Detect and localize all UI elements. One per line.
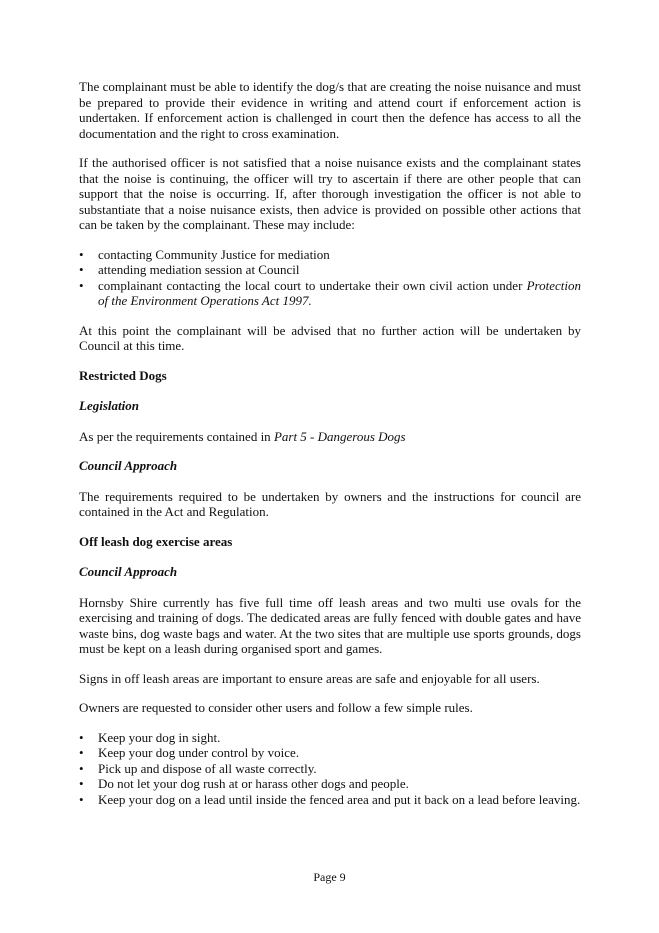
list-item	[79, 730, 581, 746]
paragraph-officer-not-satisfied: If the authorised officer is not satisfied that a noise nuisance exists and the complainant states that the noise is continuing, the officer will try to ascertain if there are other people that can support that the noise is occurring. If, after thorough investigation the officer is not able to substantiate that a noise nuisance exists, then advice is provided on possible other actions that can be taken by the complainant. These may include:	[79, 155, 581, 232]
act-title: Protection of the Environment Operations Act 1997.	[98, 277, 581, 308]
list-item-text: contacting Community Justice for mediation	[98, 246, 330, 262]
bullet-icon: •	[79, 791, 84, 807]
paragraph-no-further-action: At this point the complainant will be advised that no further action will be undertaken by Council at this time.	[79, 322, 581, 353]
paragraph-requirements: The requirements required to be undertaken by owners and the instructions for council are contained in the Act and Regulation.	[79, 488, 581, 519]
list-item-text: attending mediation session at Council	[98, 262, 300, 277]
bullet-icon: •	[79, 246, 84, 262]
paragraph-legislation	[79, 429, 581, 445]
list-item	[79, 278, 581, 309]
list-item	[79, 761, 581, 777]
paragraph-owners-requested: Owners are requested to consider other users and follow a few simple rules.	[79, 700, 473, 715]
list-item	[79, 792, 581, 808]
bullet-icon: •	[79, 745, 84, 760]
paragraph-signs: Signs in off leash areas are important to ensure areas are safe and enjoyable for all users.	[79, 670, 540, 686]
page-content	[79, 79, 581, 821]
list-item	[79, 262, 581, 278]
list-item-text: complainant contacting the local court to undertake their own civil action under	[98, 277, 527, 293]
list-item-text: Keep your dog in sight.	[98, 729, 221, 745]
paragraph-off-leash-areas: Hornsby Shire currently has five full time off leash areas and two multi use ovals for the exercising and training of dogs. The dedicated areas are fully fenced with double gates and have waste bins, dog waste bags and water. At the two sites that are multiple use sports grounds, dogs must be kept on a leash during organised sport and games.	[79, 594, 581, 656]
paragraph-evidence: The complainant must be able to identify the dog/s that are creating the noise nuisance and must be prepared to provide their evidence in writing and attend court if enforcement action is undertaken. If enforcement action is challenged in court then the defence has access to all the documentation and the right to cross examination.	[79, 79, 581, 141]
subheading-council-approach: Council Approach	[79, 458, 178, 473]
list-item-text: Keep your dog on a lead until inside the fenced area and put it back on a lead before leaving.	[98, 791, 581, 807]
legislation-text: As per the requirements contained in	[79, 428, 274, 444]
subheading-council-approach: Council Approach	[79, 564, 178, 579]
list-item-text: Pick up and dispose of all waste correctly.	[98, 760, 317, 776]
bullet-icon: •	[79, 262, 84, 277]
rules-list	[79, 730, 581, 808]
other-actions-list	[79, 247, 581, 309]
list-item	[79, 247, 581, 263]
heading-off-leash-areas: Off leash dog exercise areas	[79, 533, 233, 549]
bullet-icon: •	[79, 729, 84, 745]
list-item-text: Do not let your dog rush at or harass other dogs and people.	[98, 776, 409, 791]
page-number: Page 9	[313, 870, 346, 884]
subheading-legislation: Legislation	[79, 398, 139, 413]
bullet-icon: •	[79, 776, 84, 791]
list-item	[79, 745, 581, 761]
bullet-icon: •	[79, 760, 84, 776]
bullet-icon: •	[79, 277, 84, 293]
legislation-reference: Part 5 - Dangerous Dogs	[273, 428, 406, 444]
list-item	[79, 776, 581, 792]
list-item-text: Keep your dog under control by voice.	[98, 745, 300, 760]
heading-restricted-dogs: Restricted Dogs	[79, 367, 167, 383]
